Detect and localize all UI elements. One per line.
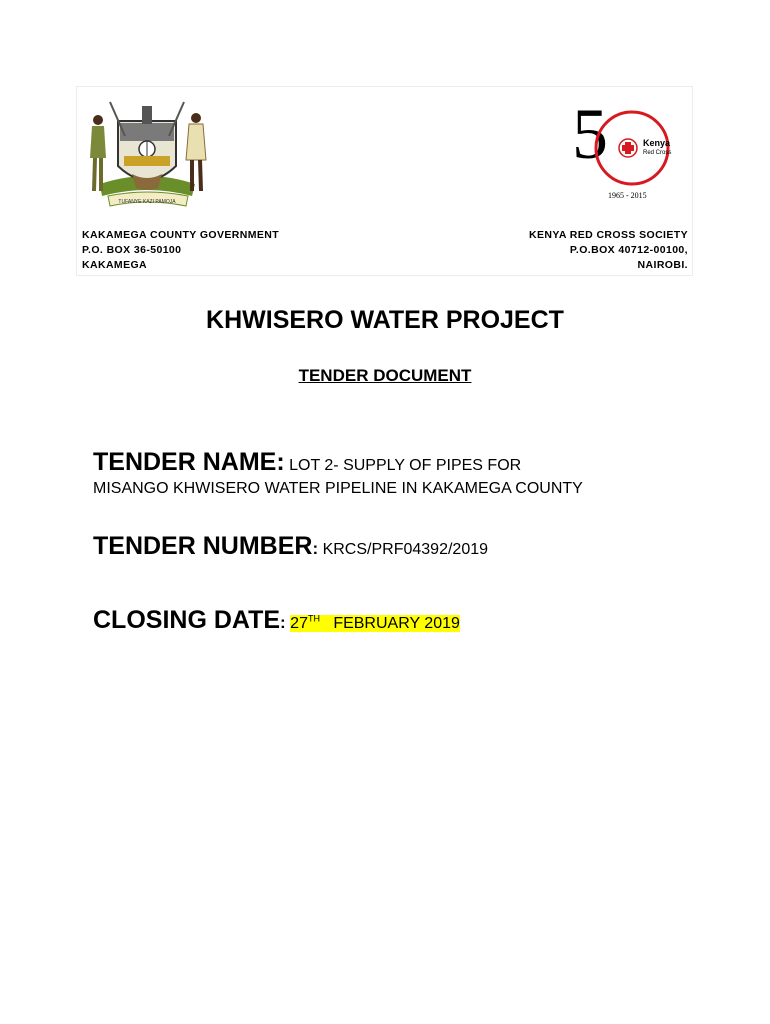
kakamega-address-line-1: KAKAMEGA COUNTY GOVERNMENT bbox=[82, 229, 280, 241]
kenya-red-cross-50-logo bbox=[570, 92, 678, 204]
document-title: KHWISERO WATER PROJECT bbox=[206, 306, 564, 334]
red-cross-address-line-1: KENYA RED CROSS SOCIETY bbox=[529, 229, 688, 241]
closing-date-line bbox=[93, 606, 460, 635]
kakamega-address-line-2: P.O. BOX 36-50100 bbox=[82, 244, 182, 256]
svg-text:Red Cross: Red Cross bbox=[643, 150, 672, 156]
tender-number-value: KRCS/PRF04392/2019 bbox=[322, 541, 489, 558]
kakamega-coat-of-arms-logo bbox=[80, 96, 215, 211]
tender-number-label: TENDER NUMBER bbox=[93, 532, 313, 560]
svg-text:Kenya: Kenya bbox=[643, 138, 671, 148]
closing-month-year: FEBRUARY 2019 bbox=[333, 615, 460, 632]
document-subtitle: TENDER DOCUMENT bbox=[298, 366, 472, 385]
svg-text:1965 - 2015: 1965 - 2015 bbox=[608, 191, 647, 200]
red-cross-address-block bbox=[529, 228, 688, 273]
red-cross-address-line-3: NAIROBI. bbox=[637, 259, 688, 271]
tender-number-colon: : bbox=[312, 539, 319, 558]
tender-name-line bbox=[93, 448, 521, 477]
closing-date-colon: : bbox=[280, 613, 286, 632]
tender-name-value-line-2: MISANGO KHWISERO WATER PIPELINE IN KAKAMEGA COUNTY bbox=[93, 480, 583, 497]
closing-day: 27 bbox=[290, 615, 308, 632]
tender-name-value-line-1: LOT 2- SUPPLY OF PIPES FOR bbox=[289, 457, 522, 474]
tender-name-label: TENDER NAME: bbox=[93, 448, 285, 476]
closing-day-suffix: TH bbox=[307, 613, 320, 624]
kakamega-address-block bbox=[82, 228, 279, 273]
svg-text:TUFANYE KAZI PAMOJA: TUFANYE KAZI PAMOJA bbox=[118, 199, 176, 205]
kakamega-address-line-3: KAKAMEGA bbox=[82, 259, 148, 271]
svg-text:5: 5 bbox=[572, 94, 608, 174]
tender-number-line bbox=[93, 532, 488, 561]
red-cross-address-line-2: P.O.BOX 40712-00100, bbox=[569, 244, 688, 256]
closing-date-value bbox=[290, 615, 460, 632]
closing-date-label: CLOSING DATE bbox=[93, 606, 281, 634]
